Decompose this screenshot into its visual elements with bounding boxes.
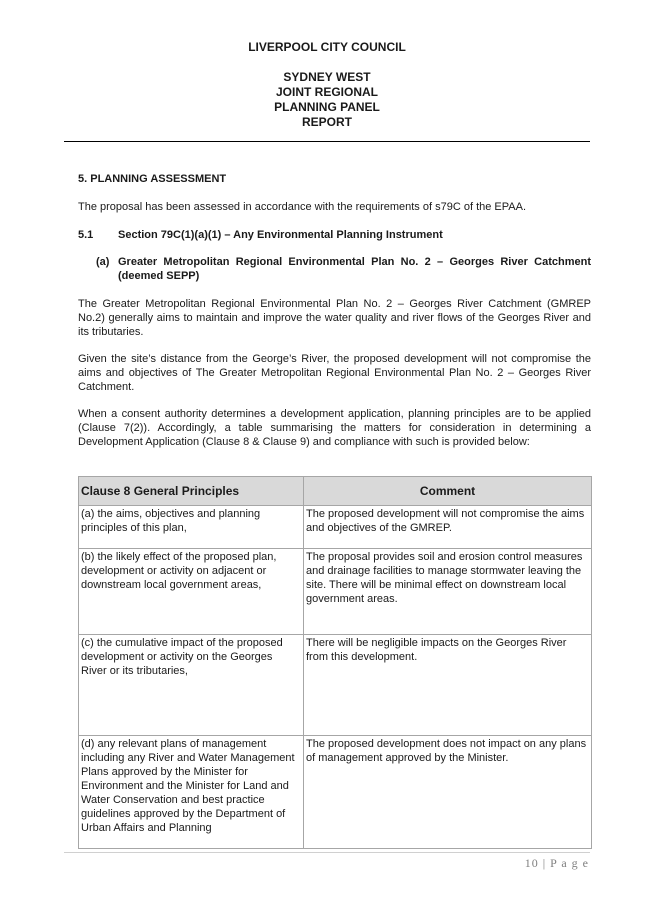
subsection-number: 5.1 [78, 229, 94, 241]
report-title-line4: REPORT [301, 115, 352, 129]
column-header-principles: Clause 8 General Principles [79, 477, 304, 506]
report-title-line3: PLANNING PANEL [274, 100, 380, 114]
column-header-comment: Comment [304, 477, 592, 506]
paragraph-planning-principles: When a consent authority determines a development application, planning principles are to be applied (Clause 7(2)). Accordingly, a table summarising the matters for consideration in determining a Development Application (Clause 8 & Clause 9) and compliance with such is provided below: [78, 408, 591, 448]
paragraph-site-distance: Given the site’s distance from the George’s River, the proposed development will not compromise the aims and objectives of The Greater Metropolitan Regional Environmental Plan No. 2 – Georges River Catchment. [78, 353, 591, 393]
council-name: LIVERPOOL CITY COUNCIL [248, 40, 406, 54]
item-title: Greater Metropolitan Regional Environmental Plan No. 2 – Georges River Catchment (deemed SEPP) [118, 256, 591, 282]
principles-table [78, 476, 592, 849]
comment-cell: There will be negligible impacts on the Georges River from this development. [304, 635, 592, 736]
table-row [79, 736, 592, 849]
comment-cell: The proposal provides soil and erosion control measures and drainage facilities to manage stormwater leaving the site. There will be minimal effect on downstream local government areas. [304, 549, 592, 635]
section-heading: 5. PLANNING ASSESSMENT [78, 173, 227, 185]
page-number: 10 | P a g e [524, 856, 589, 870]
principle-cell: (a) the aims, objectives and planning principles of this plan, [79, 506, 304, 549]
report-title-line1: SYDNEY WEST [283, 70, 371, 84]
report-title-line2: JOINT REGIONAL [275, 85, 378, 99]
table-row [79, 506, 592, 549]
table-row [79, 549, 592, 635]
comment-cell: The proposed development will not compromise the aims and objectives of the GMREP. [304, 506, 592, 549]
table-row [79, 635, 592, 736]
principle-cell: (b) the likely effect of the proposed plan, development or activity on adjacent or downstream local government areas, [79, 549, 304, 635]
header-divider [64, 141, 590, 142]
principle-cell: (d) any relevant plans of management including any River and Water Management Plans approved by the Minister for Environment and the Minister for Land and Water Conservation and best practice guidelines approved by the Department of Urban Affairs and Planning [79, 736, 304, 849]
footer-divider [64, 852, 590, 853]
principle-cell: (c) the cumulative impact of the proposed development or activity on the Georges River or its tributaries, [79, 635, 304, 736]
comment-cell: The proposed development does not impact on any plans of management approved by the Minister. [304, 736, 592, 849]
item-label: (a) [96, 256, 110, 268]
intro-paragraph: The proposal has been assessed in accordance with the requirements of s79C of the EPAA. [78, 201, 526, 213]
table-header-row [79, 477, 592, 506]
paragraph-gmrep-aims: The Greater Metropolitan Regional Environmental Plan No. 2 – Georges River Catchment (GMREP No.2) generally aims to maintain and improve the water quality and river flows of the Georges River and its tributaries. [78, 298, 591, 338]
subsection-title: Section 79C(1)(a)(1) – Any Environmental Planning Instrument [118, 229, 443, 241]
